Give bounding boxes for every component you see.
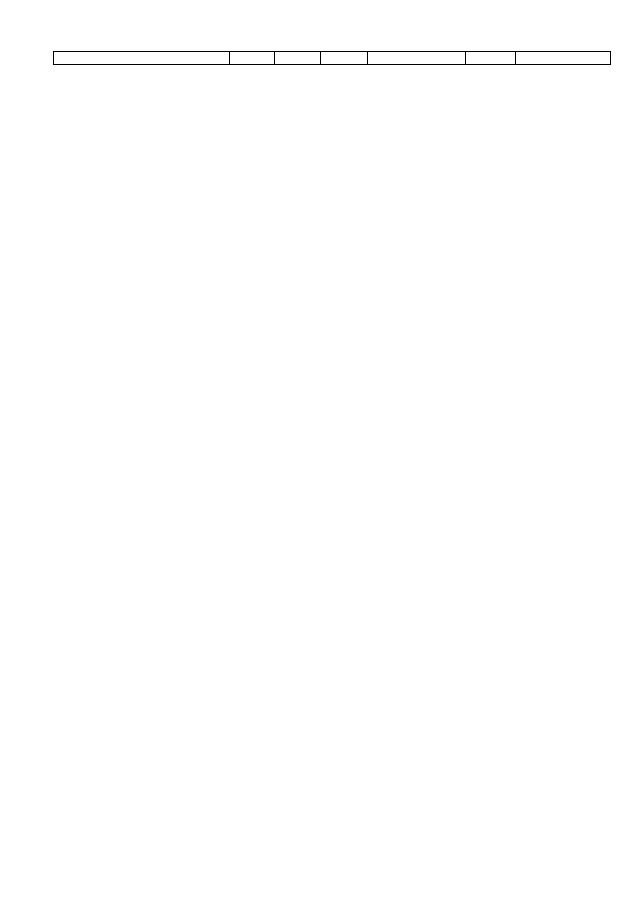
column-header-7	[516, 52, 611, 65]
column-header-table	[53, 51, 611, 65]
column-header-row	[54, 52, 611, 65]
column-header-4	[321, 52, 368, 65]
column-header-5	[368, 52, 466, 65]
column-header-1	[54, 52, 230, 65]
column-header-6	[466, 52, 516, 65]
column-header-2	[230, 52, 275, 65]
column-header-3	[275, 52, 321, 65]
